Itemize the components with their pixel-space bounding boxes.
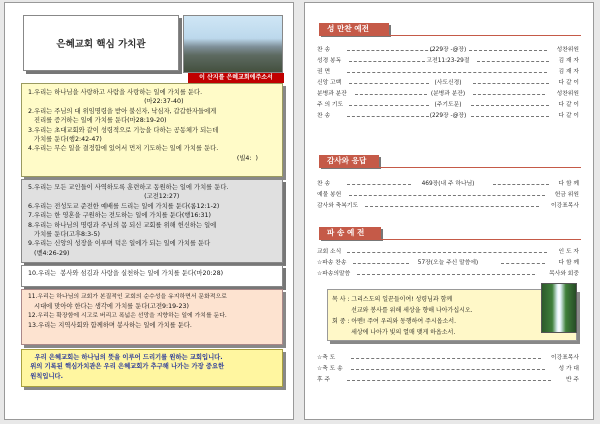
leader-line: [493, 184, 549, 185]
order-leader: 이강표목사: [551, 203, 579, 209]
order-leader: 다 함 께: [558, 260, 579, 266]
order-leader: 성찬위원: [556, 47, 579, 53]
value-line: 8.우리는 하나님의 명령과 주님의 몸 되신 교회를 위해 헌신하는 일에: [28, 221, 217, 229]
order-detail: (사도신경): [434, 80, 462, 86]
order-detail: (229장 -@장): [429, 47, 467, 53]
left-page: [4, 2, 294, 420]
value-line: 가치를 둔다(고후8:3-5): [28, 231, 100, 239]
values-box-1: [21, 83, 283, 177]
order-leader: 김 재 자: [558, 58, 579, 64]
order-row: [317, 67, 579, 77]
order-leader: 목사와 회중: [549, 271, 579, 277]
order-row: [317, 45, 579, 55]
order-row: [317, 56, 579, 66]
order-row: [317, 111, 579, 121]
order-item: 찬 송: [317, 47, 331, 53]
order-row: [317, 78, 579, 88]
section-title-sending: 파 송 예 전: [319, 227, 381, 239]
mountain-photo: [183, 15, 283, 73]
value-line: 시대에 맞아야 한다는 생각에 가치를 둔다(고전9:19-23): [28, 303, 189, 311]
value-line: 5.우리는 모든 교인들이 사역하도록 훈련하고 동원하는 일에 가치를 둔다.: [28, 184, 229, 191]
order-leader: 인 도 자: [558, 249, 579, 255]
order-detail: (분병과 분잔): [430, 91, 466, 97]
value-line: (고전12:27): [28, 193, 180, 201]
values-box-2: [21, 179, 283, 263]
communion-order: [317, 45, 579, 125]
value-line: 10.우리는 봉사와 섬김과 사랑을 실천하는 일에 가치를 둔다(마20:28): [28, 270, 224, 277]
order-leader: 김 재 자: [558, 69, 579, 75]
photo-caption: 이 산지를 은혜교회에주소서: [188, 73, 284, 83]
order-item: 주 의 기도: [317, 102, 344, 108]
order-detail: 고전11:23-29절: [426, 58, 470, 64]
order-row: [317, 364, 579, 374]
right-page: [304, 2, 594, 420]
value-line: 진리를 증거하는 일에 가치를 둔다(마28:19-20): [28, 117, 167, 125]
order-row: [317, 201, 579, 211]
order-item: 교회 소식: [317, 249, 342, 255]
core-values-title: 은혜교회 핵심 가치관: [56, 39, 146, 50]
value-line: 11.우리는 하나님의 교회가 본질적인 교회의 순수성을 유지하면서 문화적으로: [28, 294, 227, 300]
leader-line: [347, 380, 551, 381]
leader-line: [351, 358, 541, 359]
value-line: 7.우리는 한 영혼을 구원하는 전도하는 일에 가치를 둔다(행16:31): [28, 212, 211, 220]
value-reference: (빌4: ): [236, 154, 258, 162]
order-row: [317, 258, 579, 268]
value-line: 1.우리는 하나님을 사랑하고 사람을 사랑하는 일에 가치를 둔다.: [28, 89, 203, 96]
order-row: [317, 247, 579, 257]
order-detail: 57장(오늘 주신 말씀에): [417, 260, 479, 266]
order-leader: 성찬위원: [556, 91, 579, 97]
order-item: 성경 봉독: [317, 58, 342, 64]
values-box-4: [21, 289, 283, 345]
leader-line: [501, 263, 545, 264]
order-leader: 다 같 이: [558, 102, 579, 108]
leader-line: [477, 61, 549, 62]
order-item: 신앙 고백: [317, 80, 342, 86]
leader-line: [365, 206, 539, 207]
leader-line: [473, 94, 545, 95]
declaration-line: 목 사 : 그리스도의 일꾼들이여! 성령님과 함께: [332, 296, 453, 303]
order-leader: 다 함 께: [558, 181, 579, 187]
declaration-line: 세상에 나아가 빛의 열매 맺게 하옵소서.: [332, 329, 456, 336]
order-detail: (주기도문): [434, 102, 462, 108]
order-item: 권 면: [317, 69, 331, 75]
order-item: 찬 송: [317, 181, 331, 187]
value-line: 12.우리는 확장함에 시고로 버리고 폭넓은 선망을 지향하는 일에 가치를 둔다.: [28, 312, 227, 319]
value-line: 가치를 둔다(행2:42-47): [28, 136, 102, 144]
section-title-thanks: 감사와 응답: [319, 155, 379, 167]
leader-line: [469, 50, 547, 51]
summary-line: 원칙입니다.: [28, 372, 63, 380]
order-row: [317, 89, 579, 99]
order-item: ☆파송의말씀: [317, 271, 351, 277]
closing-order: [317, 353, 579, 393]
section-rule: [319, 239, 581, 240]
order-item: 분병과 분잔: [317, 91, 347, 97]
leader-line: [351, 369, 545, 370]
order-leader: 다 같 이: [558, 113, 579, 119]
order-row: [317, 100, 579, 110]
leader-line: [471, 105, 549, 106]
section-rule: [319, 167, 581, 168]
order-leader: 이강표목사: [551, 355, 579, 361]
leader-line: [471, 116, 549, 117]
order-row: [317, 190, 579, 200]
order-detail: 469장(내 주 하나님): [421, 181, 475, 187]
order-row: [317, 179, 579, 189]
order-item: 감사와 축복기도: [317, 203, 359, 209]
sending-order: [317, 247, 579, 283]
leader-line: [473, 83, 549, 84]
values-box-3: [21, 265, 283, 287]
sending-declaration-box: [327, 289, 577, 341]
leader-line: [357, 274, 535, 275]
summary-line: 우리 은혜교회는 하나님의 뜻을 이루어 드리기를 원하는 교회입니다.: [28, 354, 223, 361]
value-line: 3.우리는 초대교회와 같이 성령적으로 기능을 다하는 공동체가 되는데: [28, 126, 219, 134]
order-item: ☆축 도 송: [317, 366, 343, 372]
waterfall-photo: [541, 283, 577, 333]
value-line: 2.우리는 주님의 대 위임명령을 받아 불신자, 낙심자, 갑갑한자들에게: [28, 107, 217, 115]
order-row: [317, 353, 579, 363]
order-leader: 성 가 대: [558, 366, 579, 372]
order-detail: (229장 -@장): [429, 113, 467, 119]
value-line: 6.우리는 전성도교 준전한 예배를 드리는 일에 가치를 둔다(롬12:1-2): [28, 202, 220, 210]
leader-line: [347, 72, 547, 73]
thanks-order: [317, 179, 579, 219]
value-line: 13.우리는 지역사회와 함께하며 봉사하는 일에 가치를 둔다.: [28, 322, 192, 330]
summary-line: 위의 기록된 핵심가치관은 우리 은혜교회가 추구해 나가는 가장 중요한: [28, 363, 225, 371]
order-item: ☆파송 찬송: [317, 260, 347, 266]
value-line: (벧4:26-29): [28, 249, 70, 257]
order-item: 후 주: [317, 377, 331, 383]
summary-box: [21, 349, 283, 387]
order-item: 예물 봉헌: [317, 192, 342, 198]
leader-line: [347, 252, 547, 253]
value-line: 9.우리는 신앙의 성장을 이루며 덕은 일에가 되는 일에 가치를 둔다: [28, 240, 211, 248]
order-leader: 헌금 위원: [554, 192, 579, 198]
core-values-title-box: [23, 15, 179, 71]
order-leader: 다 같 이: [558, 80, 579, 86]
order-leader: 반 주: [565, 377, 579, 383]
declaration-line: 회 중 : 아멘! 주여 우리와 동행하여 주시옵소서.: [332, 318, 457, 325]
order-item: ☆축 도: [317, 355, 336, 361]
declaration-line: 선교와 봉사를 위해 세상을 향해 나아가십시오.: [332, 307, 473, 314]
order-item: 찬 송: [317, 113, 331, 119]
order-row: [317, 269, 579, 279]
section-rule: [319, 35, 581, 36]
leader-line: [349, 195, 545, 196]
order-row: [317, 375, 579, 385]
value-line: 4.우리는 무슨 일을 결정함에 있어서 먼저 기도하는 일에 가치를 둔다.: [28, 145, 219, 153]
section-title-communion: 성 만찬 예전: [319, 23, 389, 35]
value-line: (마22:37-40): [28, 98, 184, 106]
